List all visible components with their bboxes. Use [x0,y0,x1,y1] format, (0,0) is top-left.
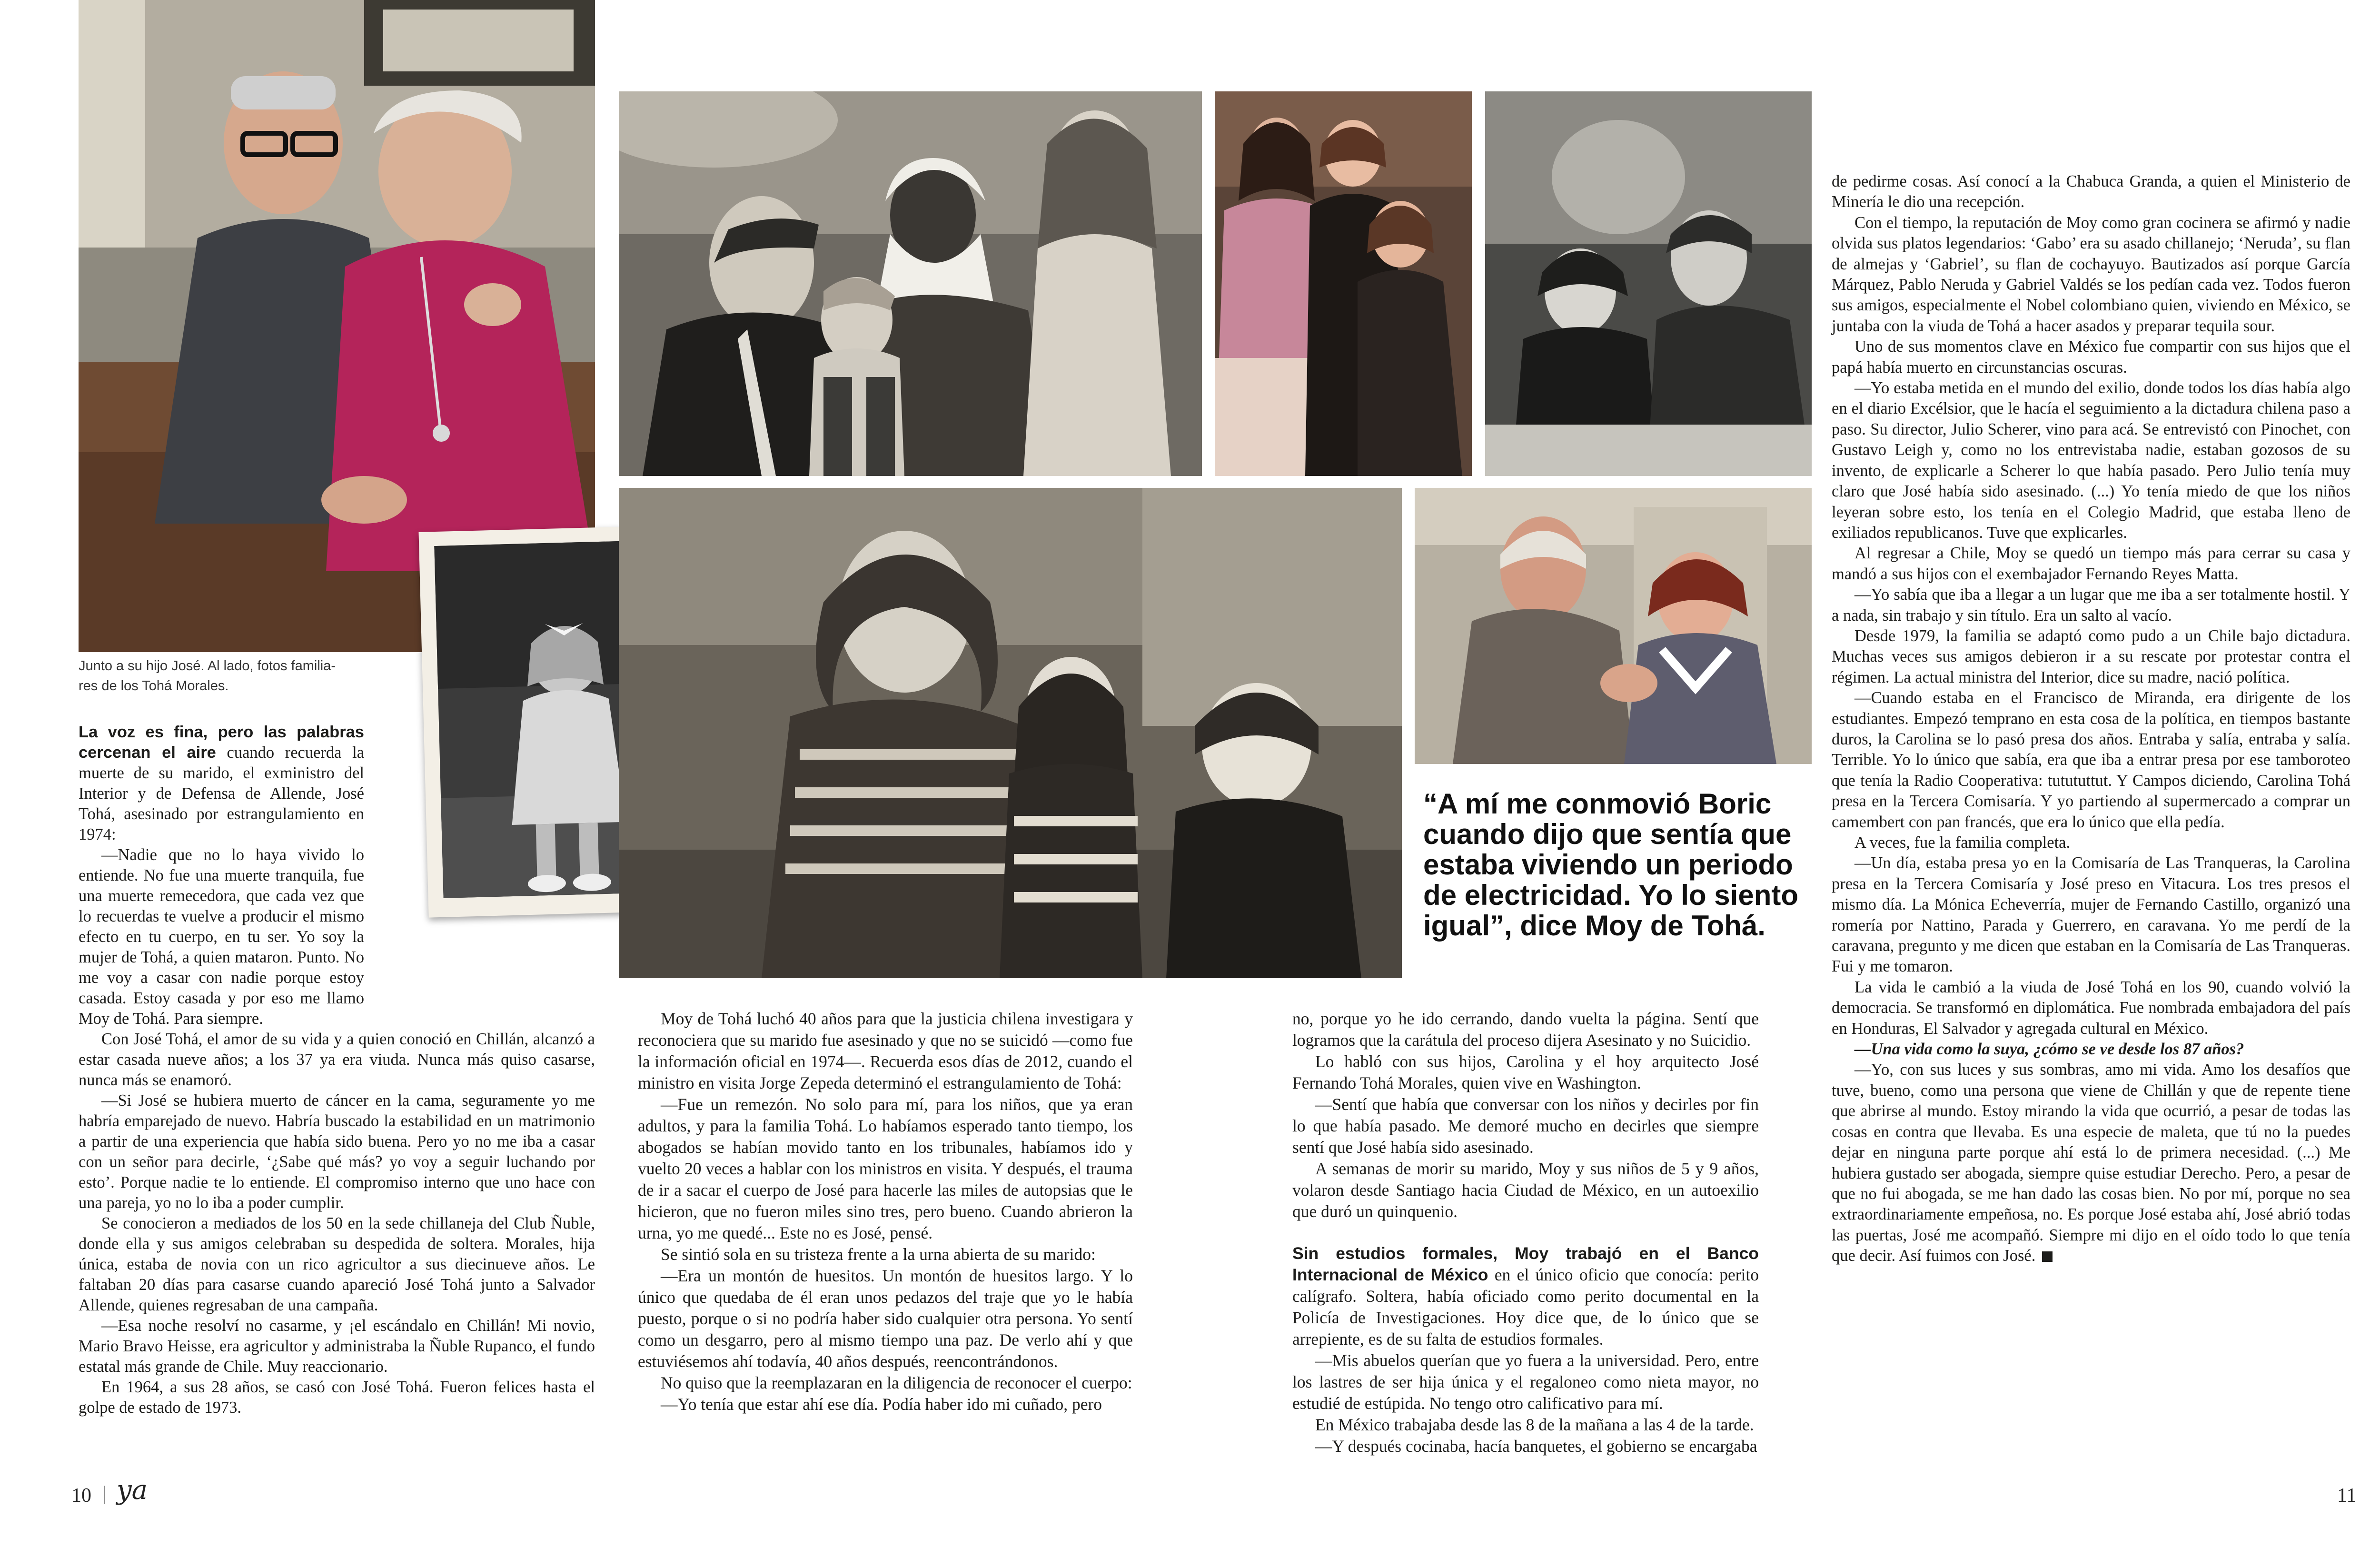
photo-mother-with-children [619,488,1402,978]
col3-paragraph: —Sentí que había que conversar con los niños y decirles por fin lo que había pasado. Me demoré mucho en decirles que siempre sentí que José había sido asesinado. [1292,1095,1759,1157]
photo-santa-claus [619,91,1202,476]
magazine-logo: ya [117,1475,148,1506]
col2-paragraph: Moy de Tohá luchó 40 años para que la justicia chilena investigara y reconociera que su marido fue asesinado y que no se suicidó —como fue la información oficial en 1974—. Recuerda esos días de 2012, cuando el ministro en visita Jorge Zepeda determinó el estrangulamiento de Tohá: [638,1009,1133,1092]
col1-paragraph: —Esa noche resolví no casarme, y ¡el escándalo en Chillán! Mi novio, Mario Bravo Heisse, era agricultor y administraba la Ñuble Rupanco, el fundo estatal más grande de Chile. Muy reaccionario. [79,1317,595,1376]
photo-three-women [1215,91,1472,476]
caption-line-1: Junto a su hijo José. Al lado, fotos familia- [79,658,336,674]
article-column-3 [1292,1008,1759,1457]
article-column-1 [79,722,595,1418]
col2-paragraph: Se sintió sola en su tristeza frente a la urna abierta de su marido: [661,1245,1096,1264]
col4-paragraph: —Un día, estaba presa yo en la Comisaría de Las Tranqueras, la Carolina presa en la Tercera Comisaría y José preso en Vitacura. Los tres presos el mismo día. La Mónica Echeverría, mujer de Fernando Castillo, organizó una romería por Nattino, Parada y Guerrero, en caravana. Yo me perdí de la caravana, pregunto y me dicen que estaban en la Comisaría de Las Tranqueras. Fui y me tomaron. [1832,854,2350,976]
col3-paragraph: A semanas de morir su marido, Moy y sus niños de 5 y 9 años, volaron desde Santiago hacia Ciudad de México, en un autoexilio que duró un quinquenio. [1292,1159,1759,1221]
col1-lead-paragraph [79,722,364,845]
col2-paragraph: No quiso que la reemplazaran en la diligencia de reconocer el cuerpo: [661,1373,1132,1392]
col3-paragraph: —Y después cocinaba, hacía banquetes, el gobierno se encargaba [1315,1437,1757,1456]
photo-caption [79,656,421,696]
col2-paragraph: —Era un montón de huesitos. Un montón de huesitos largo. Y lo único que quedaba de él eran unos pedazos del traje que yo le había puesto, porque o si no podría haber sido cualquier otra persona. Yo sentí como un desgarro, pero al mismo tiempo una paz. De verlo ahí y que estuviésemos ahí todavía, 40 años después, reencontrándonos. [638,1266,1133,1371]
col3-lead-paragraph [1292,1243,1759,1350]
col4-paragraph: Desde 1979, la familia se adaptó como pudo a un Chile bajo dictadura. Muchas veces sus amigos debieron ir a su rescate por protestar contra el régimen. La actual ministra del Interior, dice su madre, nació política. [1832,626,2350,686]
col4-paragraph: A veces, fue la familia completa. [1854,833,2071,852]
col1-paragraph: Con José Tohá, el amor de su vida y a quien conoció en Chillán, alcanzó a estar casada nueve años; a los 37 ya era viuda. Nunca más quiso casarse, nunca más se enamoró. [79,1030,595,1089]
col4-final-paragraph [1832,1060,2350,1266]
col4-paragraph: —Cuando estaba en el Francisco de Miranda, era dirigente de los estudiantes. Empezó temprano en esta cosa de la política, en tiempos bastante duros, la Carolina se lo pasó presa dos años. Entraba y salía, entraba y salía. Terrible. Yo lo único que sabía, era que iba a entrar presa por ese tamboroteo que tenía la Radio Cooperativa: tutututtut. Y Campos diciendo, Carolina Tohá presa en la Tercera Comisaría. Y yo partiendo al supermercado a comprar un camembert con pan francés, que era lo único que ella pedía. [1832,689,2350,831]
col3-paragraph: Lo habló con sus hijos, Carolina y el hoy arquitecto José Fernando Tohá Morales, quien vive en Washington. [1292,1052,1759,1092]
col3-lead-text: en el único oficio que conocía: perito calígrafo. Soltera, había oficiado como perito documental en la Policía de Investigaciones. Hoy dice que, de lo único que se arrepiente, es de su falta de estudios formales. [1292,1265,1759,1349]
pull-quote: “A mí me conmovió Boric cuando dijo que sentía que estaba viviendo un periodo de electricidad. Yo lo siento igual”, dice Moy de Tohá. [1423,788,1798,942]
col1-paragraph: Se conocieron a mediados de los 50 en la sede chillaneja del Club Ñuble, donde ella y sus amigos celebraban su despedida de soltera. Morales, hija única, estaba de novia con un rico agricultor a sus diecinueve años. Le faltaban 20 días para casarse cuando apareció José Tohá junto a Salvador Allende, quienes regresaban de una campaña. [79,1214,595,1314]
col4-paragraph: La vida le cambió a la viuda de José Tohá en los 90, cuando volvió la democracia. Se transformó en diplomática. Fue nombrada embajadora del país en Honduras, El Salvador y agregada cultural en México. [1832,978,2350,1038]
folio-separator: | [102,1483,107,1505]
photo-couple-bw [1485,91,1812,476]
col4-paragraph: —Yo estaba metida en el mundo del exilio, donde todos los días había algo en el diario Excélsior, que le hacía el seguimiento a la dictadura chilena paso a paso. Su director, Julio Scherer, vino para acá. Se entrevistó con Pinochet, con Gustavo Leigh y, como no los entrevistaba nadie, estaban gozosos de su invento, de explicarle a Scherer lo que había pasado. Pero Julio tenía muy claro que José había sido asesinado. (...) Yo tenía miedo de que los niños leyeran sobre esto, los tenía en el Colegio Madrid, que estaba lleno de exiliados republicanos. Tuve que explicarles. [1832,379,2350,542]
col2-paragraph: —Fue un remezón. No solo para mí, para los niños, que ya eran adultos, y para la familia Tohá. Lo habíamos esperado tanto tiempo, los abogados se habían movido tanto en los tribunales, habíamos ido y vuelto 20 veces a hablar con los ministros en visita. Y después, el trauma de ir a sacar el cuerpo de José para hacerle las miles de autopsias que le hicieron, que no fueron miles sino tres, pero bueno. Cuando abrieron la urna, yo me quedé... Este no es José, pensé. [638,1095,1133,1242]
col3-paragraph: no, porque yo he ido cerrando, dando vuelta la página. Sentí que logramos que la carátula del proceso dijera Asesinato y no Suicidio. [1292,1009,1759,1050]
page-number-left: 10 [71,1485,91,1507]
col3-lead-in: Sin estudios formales, Moy trabajó en el Banco Internacional de México [1292,1244,1759,1284]
col1-paragraph: —Nadie que no lo haya vivido lo entiende. No fue una muerte tranquila, fue una muerte remecedora, que cada vez que lo recuerdas te vuelve a producir el mismo efecto en tu cuerpo, en tu ser. Yo soy la mujer de Tohá, a quien mataron. Punto. No me voy a casar con nadie porque estoy casada. Estoy casada y por eso me llamo Moy de Tohá. Para siempre. [79,846,364,1028]
article-column-4 [1832,171,2350,1267]
col2-paragraph: —Yo tenía que estar ahí ese día. Podía haber ido mi cuñado, pero [661,1395,1102,1414]
photo-man-and-woman-meeting [1415,488,1812,764]
page-number-right: 11 [2337,1485,2357,1507]
col3-paragraph: —Mis abuelos querían que yo fuera a la universidad. Pero, entre los lastres de ser hija única y el regaloneo como nieta mayor, no estudié de estúpida. No tengo otro calificativo para mí. [1292,1351,1759,1413]
col3-paragraph: En México trabajaba desde las 8 de la mañana a las 4 de la tarde. [1315,1415,1754,1434]
col4-paragraph: Uno de sus momentos clave en México fue compartir con sus hijos que el papá había muerto en circunstancias oscuras. [1832,337,2350,377]
col1-lead-text: cuando recuerda la muerte de su marido, el exministro del Interior y de Defensa de Allende, José Tohá, asesinado por estrangulamiento en 1974: [79,744,365,843]
col4-paragraph: Al regresar a Chile, Moy se quedó un tiempo más para cerrar su casa y mandó a sus hijos con el exembajador Fernando Reyes Matta. [1832,544,2350,583]
col4-final-text: —Yo, con sus luces y sus sombras, amo mi vida. Amo los desafíos que tuve, bueno, como una persona que viene de Chillán y que de repente tiene que abrirse al mundo. Estoy mirando la vida que ocurrió, a pesar de todas las cosas en contra que llevaba. Es una especie de maleta, que tú no la puedes dejar en ninguna parte porque ahí está lo de primera necesidad. (...) Me hubiera gustado ser abogada, siempre quise estudiar Derecho. Pero, a pesar de que no fui abogada, se me han dado las cosas bien. No por mí, porque no sea extraordinariamente empeñosa, no. Es porque José estaba ahí, José abrió todas las puertas, José me acompañó. Siempre mi dijo en el oído todo lo que tenía que decir. Así fuimos con José. [1832,1061,2350,1265]
article-column-2 [638,1008,1133,1415]
caption-line-2: res de los Tohá Morales. [79,678,229,694]
col4-paragraph: Con el tiempo, la reputación de Moy como gran cocinera se afirmó y nadie olvida sus platos legendarios: ‘Gabo’ era su asado chillanejo; ‘Neruda’, su flan de almejas y ‘Gabriel’, su flan de cochayuyo. Bautizados así porque García Márquez, Pablo Neruda y Gabriel Valdés se los pedían cada vez. Todos fueron sus amigos, especialmente el Nobel colombiano quien, viviendo en México, se juntaba con la viuda de Tohá a hacer asados y preparar tequila sour. [1832,213,2350,335]
col1-lead-in: La voz es fina, pero las palabras cercenan el aire [79,723,364,762]
col4-paragraph: —Yo sabía que iba a llegar a un lugar que me iba a ser totalmente hostil. Y a nada, sin trabajo y sin título. Era un salto al vacío. [1832,585,2350,625]
col4-paragraph: de pedirme cosas. Así conocí a la Chabuca Granda, a quien el Ministerio de Minería le dio una recepción. [1832,172,2350,211]
interview-question: —Una vida como la suya, ¿cómo se ve desde los 87 años? [1854,1040,2244,1059]
end-of-article-mark [2042,1251,2053,1262]
col1-paragraph: —Si José se hubiera muerto de cáncer en la cama, seguramente yo me habría emparejado de nuevo. Habría buscado la estabilidad en un matrimonio a partir de una experiencia que había sido buena. Pero yo no me iba a casar con un señor para decirle, ‘¿Sabe qué más? yo voy a seguir luchando por esto’. Porque nadie te lo entiende. El compromiso interno que uno hace con una pareja, yo no lo iba a poder cumplir. [79,1091,595,1212]
col1-paragraph: En 1964, a sus 28 años, se casó con José Tohá. Fueron felices hasta el golpe de estado de 1973. [79,1378,595,1417]
